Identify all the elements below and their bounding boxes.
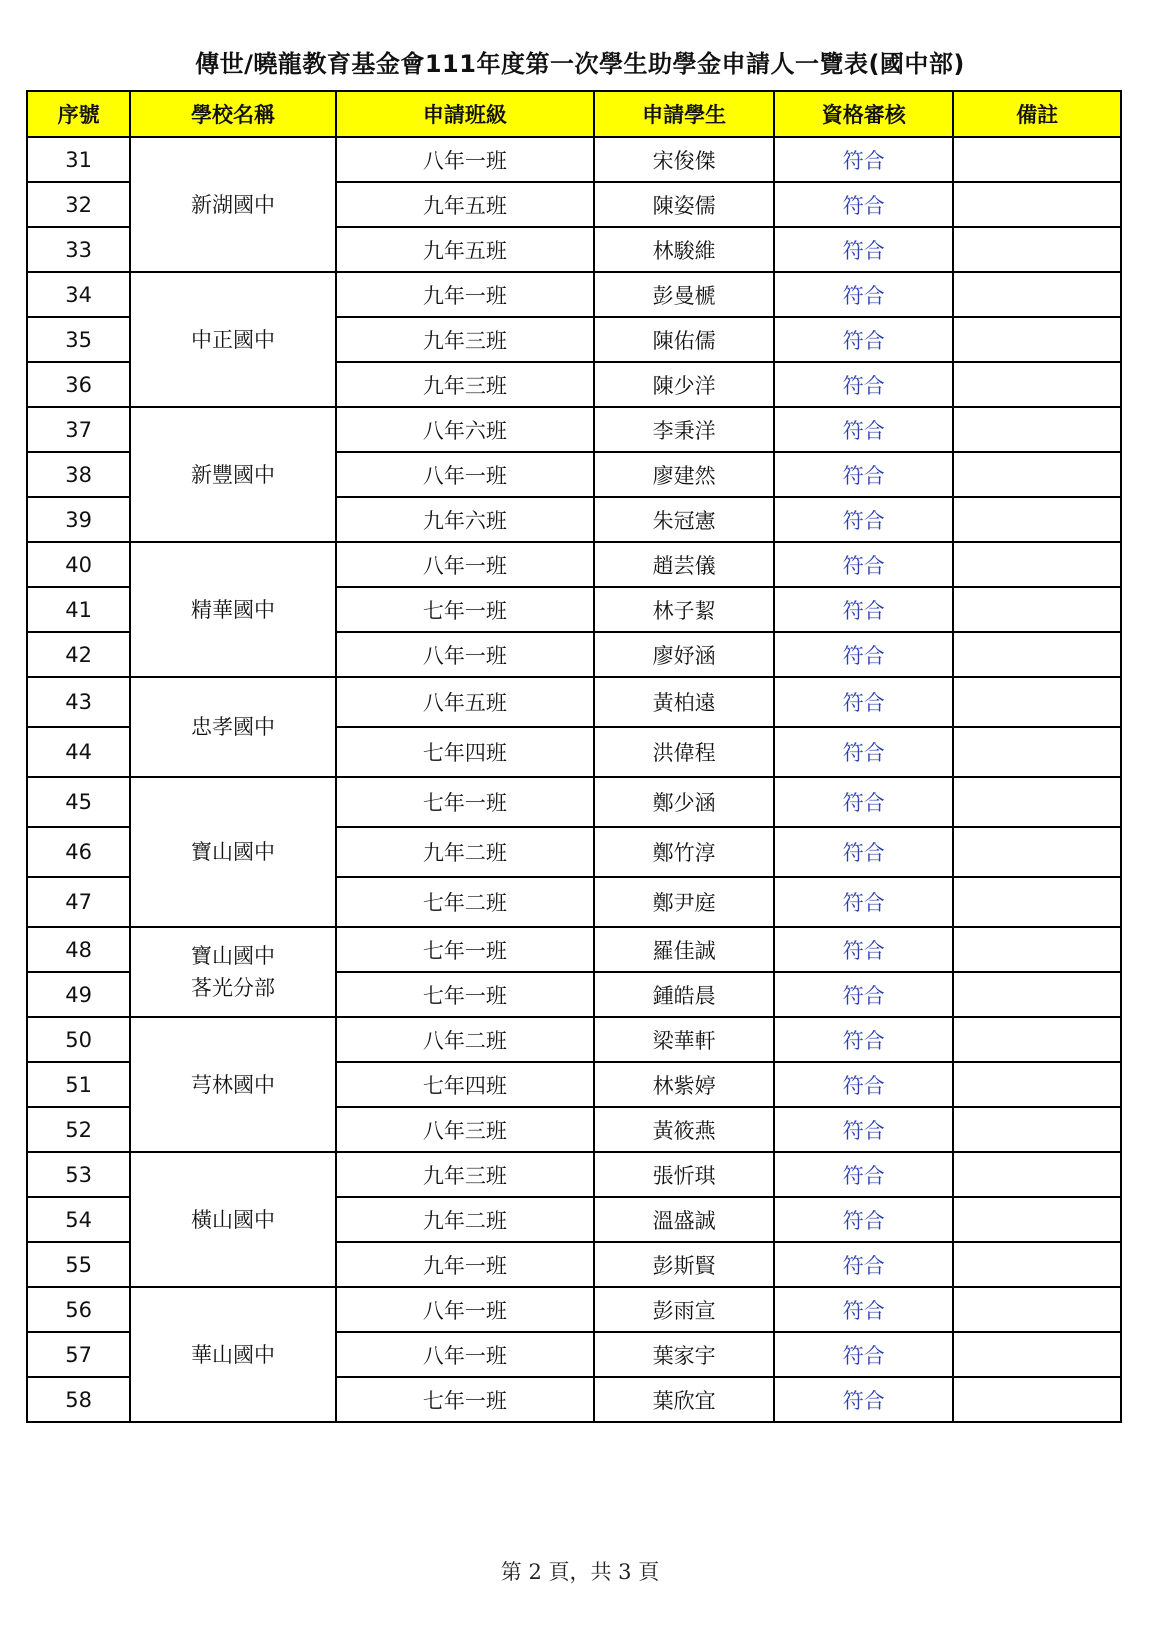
header-eligibility: 資格審核	[774, 91, 953, 137]
serial-number-cell: 32	[27, 182, 130, 227]
student-name-cell: 黃柏遠	[594, 677, 774, 727]
header-remarks: 備註	[953, 91, 1121, 137]
eligibility-status-cell: 符合	[774, 827, 953, 877]
eligibility-status-cell: 符合	[774, 1017, 953, 1062]
class-cell: 八年一班	[336, 632, 594, 677]
applicant-table	[26, 90, 1122, 1423]
class-cell: 九年一班	[336, 1242, 594, 1287]
school-name-line: 寶山國中	[191, 840, 276, 864]
student-name-cell: 鄭尹庭	[594, 877, 774, 927]
eligibility-status-cell: 符合	[774, 1242, 953, 1287]
eligibility-status-cell: 符合	[774, 317, 953, 362]
serial-number-cell: 31	[27, 137, 130, 182]
serial-number-cell: 57	[27, 1332, 130, 1377]
eligibility-status-cell: 符合	[774, 182, 953, 227]
remarks-cell	[953, 972, 1121, 1017]
class-cell: 七年四班	[336, 727, 594, 777]
school-name-cell	[130, 927, 336, 1017]
school-name-cell	[130, 272, 336, 407]
remarks-cell	[953, 1287, 1121, 1332]
class-cell: 八年一班	[336, 137, 594, 182]
remarks-cell	[953, 827, 1121, 877]
school-name-line: 寶山國中	[191, 944, 276, 968]
remarks-cell	[953, 927, 1121, 972]
page-title: 傳世/曉龍教育基金會111年度第一次學生助學金申請人一覽表(國中部)	[195, 50, 965, 78]
school-name-line: 華山國中	[191, 1342, 276, 1367]
remarks-cell	[953, 317, 1121, 362]
serial-number-cell: 48	[27, 927, 130, 972]
class-cell: 九年五班	[336, 182, 594, 227]
eligibility-status-cell: 符合	[774, 972, 953, 1017]
school-name-line: 精華國中	[191, 597, 276, 622]
class-cell: 七年二班	[336, 877, 594, 927]
remarks-cell	[953, 877, 1121, 927]
student-name-cell: 鍾皓晨	[594, 972, 774, 1017]
class-cell: 八年二班	[336, 1017, 594, 1062]
serial-number-cell: 47	[27, 877, 130, 927]
remarks-cell	[953, 407, 1121, 452]
serial-number-cell: 41	[27, 587, 130, 632]
serial-number-cell: 35	[27, 317, 130, 362]
remarks-cell	[953, 1332, 1121, 1377]
class-cell: 七年一班	[336, 1377, 594, 1422]
student-name-cell: 李秉洋	[594, 407, 774, 452]
remarks-cell	[953, 272, 1121, 317]
header-school-name: 學校名稱	[130, 91, 336, 137]
table-row	[27, 1287, 1121, 1332]
student-name-cell: 彭曼榹	[594, 272, 774, 317]
serial-number-cell: 51	[27, 1062, 130, 1107]
class-cell: 八年三班	[336, 1107, 594, 1152]
class-cell: 八年一班	[336, 542, 594, 587]
student-name-cell: 陳姿儒	[594, 182, 774, 227]
class-cell: 九年三班	[336, 317, 594, 362]
table-body	[27, 137, 1121, 1422]
remarks-cell	[953, 1377, 1121, 1422]
school-name-cell	[130, 1287, 336, 1422]
school-name-line: 芎林國中	[191, 1072, 276, 1097]
remarks-cell	[953, 587, 1121, 632]
eligibility-status-cell: 符合	[774, 497, 953, 542]
school-name-line: 中正國中	[191, 327, 276, 352]
class-cell: 九年三班	[336, 362, 594, 407]
school-name-cell	[130, 677, 336, 777]
student-name-cell: 陳少洋	[594, 362, 774, 407]
class-cell: 九年五班	[336, 227, 594, 272]
serial-number-cell: 37	[27, 407, 130, 452]
school-name-line: 新湖國中	[191, 192, 276, 217]
class-cell: 九年六班	[336, 497, 594, 542]
table-row	[27, 1152, 1121, 1197]
class-cell: 八年一班	[336, 452, 594, 497]
class-cell: 八年五班	[336, 677, 594, 727]
school-name-cell	[130, 777, 336, 927]
serial-number-cell: 56	[27, 1287, 130, 1332]
eligibility-status-cell: 符合	[774, 1062, 953, 1107]
student-name-cell: 彭雨宣	[594, 1287, 774, 1332]
eligibility-status-cell: 符合	[774, 137, 953, 182]
school-name-line: 橫山國中	[191, 1207, 276, 1232]
serial-number-cell: 40	[27, 542, 130, 587]
serial-number-cell: 33	[27, 227, 130, 272]
header-serial-number: 序號	[27, 91, 130, 137]
eligibility-status-cell: 符合	[774, 927, 953, 972]
eligibility-status-cell: 符合	[774, 777, 953, 827]
eligibility-status-cell: 符合	[774, 1377, 953, 1422]
eligibility-status-cell: 符合	[774, 272, 953, 317]
class-cell: 七年一班	[336, 927, 594, 972]
eligibility-status-cell: 符合	[774, 407, 953, 452]
school-name-line: 忠孝國中	[191, 715, 276, 739]
student-name-cell: 洪偉程	[594, 727, 774, 777]
header-student: 申請學生	[594, 91, 774, 137]
class-cell: 七年一班	[336, 972, 594, 1017]
eligibility-status-cell: 符合	[774, 362, 953, 407]
serial-number-cell: 55	[27, 1242, 130, 1287]
remarks-cell	[953, 182, 1121, 227]
remarks-cell	[953, 777, 1121, 827]
eligibility-status-cell: 符合	[774, 452, 953, 497]
class-cell: 八年六班	[336, 407, 594, 452]
class-cell: 九年二班	[336, 1197, 594, 1242]
eligibility-status-cell: 符合	[774, 587, 953, 632]
student-name-cell: 林駿維	[594, 227, 774, 272]
serial-number-cell: 53	[27, 1152, 130, 1197]
student-name-cell: 陳佑儒	[594, 317, 774, 362]
student-name-cell: 葉家宇	[594, 1332, 774, 1377]
serial-number-cell: 52	[27, 1107, 130, 1152]
eligibility-status-cell: 符合	[774, 1332, 953, 1377]
table-row	[27, 137, 1121, 182]
student-name-cell: 林紫婷	[594, 1062, 774, 1107]
serial-number-cell: 44	[27, 727, 130, 777]
eligibility-status-cell: 符合	[774, 877, 953, 927]
remarks-cell	[953, 677, 1121, 727]
table-header-row	[27, 91, 1121, 137]
eligibility-status-cell: 符合	[774, 677, 953, 727]
eligibility-status-cell: 符合	[774, 227, 953, 272]
eligibility-status-cell: 符合	[774, 632, 953, 677]
class-cell: 七年一班	[336, 777, 594, 827]
class-cell: 七年四班	[336, 1062, 594, 1107]
class-cell: 九年一班	[336, 272, 594, 317]
school-name-cell	[130, 407, 336, 542]
serial-number-cell: 50	[27, 1017, 130, 1062]
student-name-cell: 廖妤涵	[594, 632, 774, 677]
serial-number-cell: 46	[27, 827, 130, 877]
remarks-cell	[953, 1017, 1121, 1062]
serial-number-cell: 34	[27, 272, 130, 317]
eligibility-status-cell: 符合	[774, 1197, 953, 1242]
school-name-cell	[130, 542, 336, 677]
student-name-cell: 鄭竹淳	[594, 827, 774, 877]
eligibility-status-cell: 符合	[774, 1152, 953, 1197]
remarks-cell	[953, 727, 1121, 777]
school-name-cell	[130, 137, 336, 272]
serial-number-cell: 39	[27, 497, 130, 542]
student-name-cell: 羅佳誠	[594, 927, 774, 972]
class-cell: 八年一班	[336, 1332, 594, 1377]
serial-number-cell: 43	[27, 677, 130, 727]
serial-number-cell: 36	[27, 362, 130, 407]
remarks-cell	[953, 227, 1121, 272]
class-cell: 九年三班	[336, 1152, 594, 1197]
table-row	[27, 542, 1121, 587]
table-row	[27, 272, 1121, 317]
serial-number-cell: 38	[27, 452, 130, 497]
remarks-cell	[953, 1062, 1121, 1107]
remarks-cell	[953, 632, 1121, 677]
student-name-cell: 鄭少涵	[594, 777, 774, 827]
class-cell: 七年一班	[336, 587, 594, 632]
class-cell: 九年二班	[336, 827, 594, 877]
school-name-line: 茖光分部	[191, 976, 276, 1000]
serial-number-cell: 54	[27, 1197, 130, 1242]
serial-number-cell: 49	[27, 972, 130, 1017]
class-cell: 八年一班	[336, 1287, 594, 1332]
eligibility-status-cell: 符合	[774, 1107, 953, 1152]
student-name-cell: 黃筱燕	[594, 1107, 774, 1152]
remarks-cell	[953, 1152, 1121, 1197]
eligibility-status-cell: 符合	[774, 727, 953, 777]
table-row	[27, 677, 1121, 727]
student-name-cell: 林子絜	[594, 587, 774, 632]
table-row	[27, 777, 1121, 827]
table-row	[27, 927, 1121, 972]
table-row	[27, 1017, 1121, 1062]
student-name-cell: 葉欣宜	[594, 1377, 774, 1422]
school-name-line: 新豐國中	[191, 462, 276, 487]
student-name-cell: 溫盛誠	[594, 1197, 774, 1242]
remarks-cell	[953, 452, 1121, 497]
page-footer: 第 2 頁，共 3 頁	[500, 1560, 660, 1584]
remarks-cell	[953, 542, 1121, 587]
school-name-cell	[130, 1152, 336, 1287]
serial-number-cell: 45	[27, 777, 130, 827]
student-name-cell: 梁華軒	[594, 1017, 774, 1062]
table-row	[27, 407, 1121, 452]
serial-number-cell: 42	[27, 632, 130, 677]
school-name-cell	[130, 1017, 336, 1152]
student-name-cell: 張忻琪	[594, 1152, 774, 1197]
serial-number-cell: 58	[27, 1377, 130, 1422]
student-name-cell: 宋俊傑	[594, 137, 774, 182]
remarks-cell	[953, 1197, 1121, 1242]
student-name-cell: 朱冠憲	[594, 497, 774, 542]
eligibility-status-cell: 符合	[774, 542, 953, 587]
remarks-cell	[953, 362, 1121, 407]
header-class: 申請班級	[336, 91, 594, 137]
remarks-cell	[953, 1242, 1121, 1287]
student-name-cell: 趙芸儀	[594, 542, 774, 587]
remarks-cell	[953, 137, 1121, 182]
remarks-cell	[953, 497, 1121, 542]
student-name-cell: 彭斯賢	[594, 1242, 774, 1287]
remarks-cell	[953, 1107, 1121, 1152]
student-name-cell: 廖建然	[594, 452, 774, 497]
eligibility-status-cell: 符合	[774, 1287, 953, 1332]
